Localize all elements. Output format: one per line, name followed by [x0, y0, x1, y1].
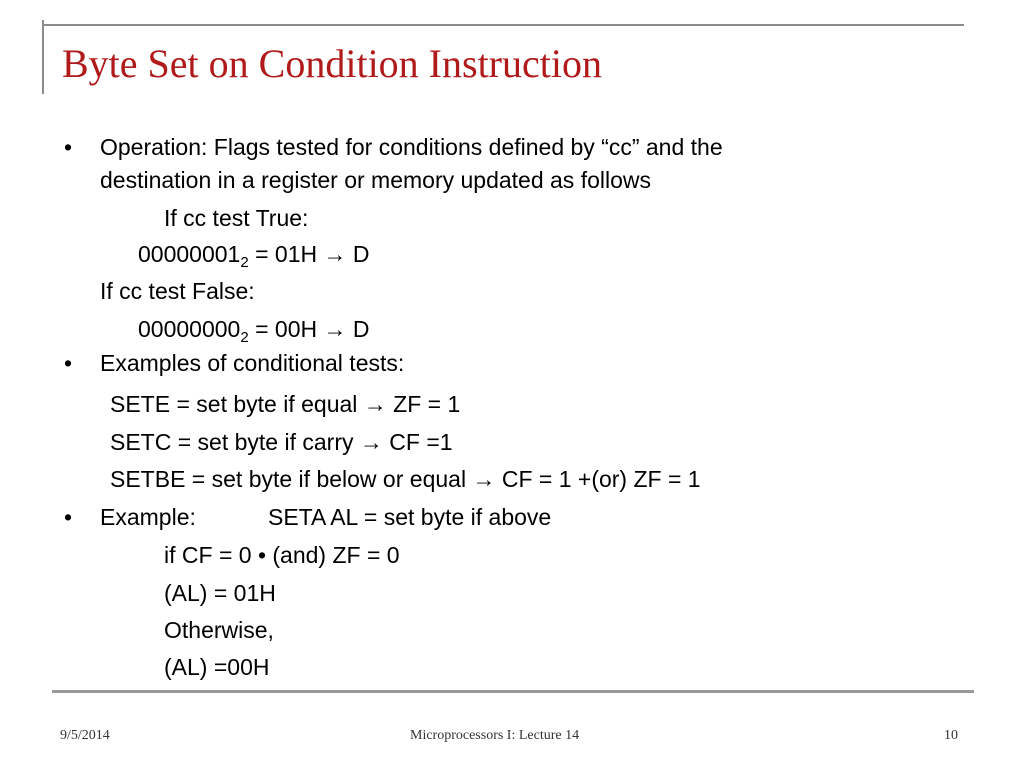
sete-example: SETE = set byte if equal → ZF = 1	[110, 391, 461, 417]
setbe-example: SETBE = set byte if below or equal → CF = 1 +(or) ZF = 1	[110, 466, 701, 492]
false-binary-base: 2	[240, 329, 249, 346]
operation-line-1: Operation: Flags tested for conditions defined by “cc” and the	[100, 134, 723, 160]
al-clear-line: (AL) =00H	[164, 654, 270, 680]
examples-heading: Examples of conditional tests:	[100, 350, 405, 376]
otherwise-line: Otherwise,	[164, 617, 274, 643]
slide-title: Byte Set on Condition Instruction	[62, 41, 602, 86]
al-set-line: (AL) = 01H	[164, 580, 276, 606]
false-result-line	[138, 314, 369, 344]
slide-number: 10	[944, 728, 958, 743]
operation-line-2: destination in a register or memory updated as follows	[100, 167, 652, 193]
example-label: Example:	[100, 504, 196, 530]
true-result-rest: = 01H → D	[248, 241, 370, 267]
false-binary-value: 00000000	[138, 316, 241, 342]
footer-divider	[52, 690, 974, 693]
bullet-marker: •	[64, 134, 73, 160]
example-instruction: SETA AL = set byte if above	[268, 504, 552, 530]
true-binary-base: 2	[240, 254, 249, 271]
false-result-rest: = 00H → D	[248, 316, 370, 342]
if-true-line: If cc test True:	[164, 205, 309, 231]
true-binary-value: 00000001	[138, 241, 241, 267]
footer-date: 9/5/2014	[60, 728, 110, 743]
true-result-line	[138, 239, 369, 269]
condition-line: if CF = 0 • (and) ZF = 0	[164, 542, 400, 568]
bullet-marker: •	[64, 350, 73, 376]
if-false-line: If cc test False:	[100, 278, 255, 304]
footer-course: Microprocessors I: Lecture 14	[410, 728, 580, 743]
bullet-marker: •	[64, 504, 73, 530]
setc-example: SETC = set byte if carry → CF =1	[110, 429, 453, 455]
